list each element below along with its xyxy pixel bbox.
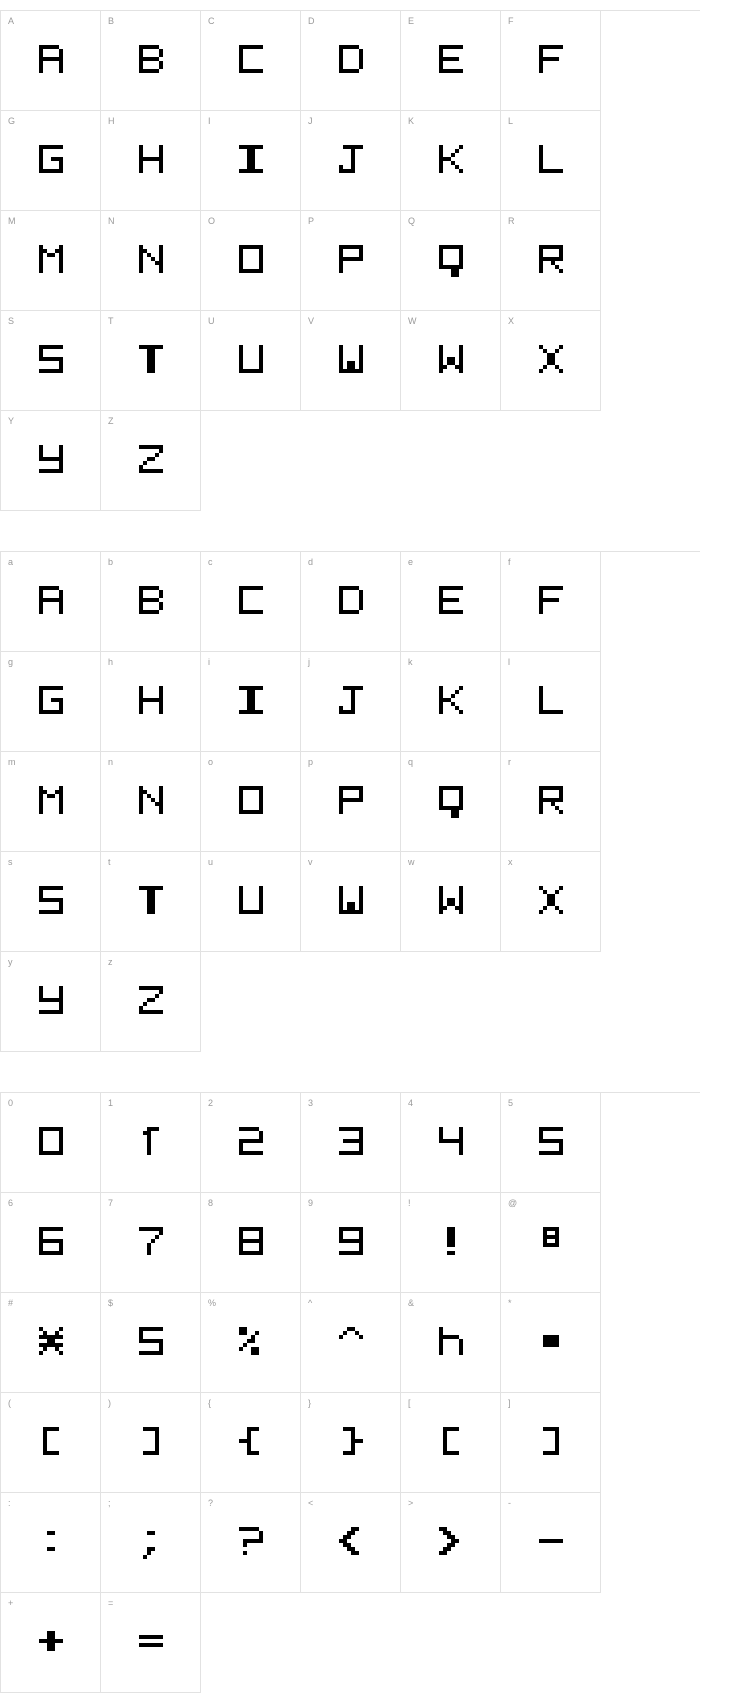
glyph-bitmap <box>1 111 100 210</box>
glyph-bitmap <box>1 1293 100 1392</box>
glyph-cell[interactable] <box>401 1093 501 1193</box>
glyph-bitmap <box>101 552 200 651</box>
glyph-cell[interactable] <box>1 411 101 511</box>
glyph-cell-label: Q <box>408 216 416 226</box>
glyph-bitmap <box>101 211 200 310</box>
glyph-bitmap <box>1 1493 100 1592</box>
glyph-cell[interactable] <box>201 1193 301 1293</box>
glyph-cell[interactable] <box>401 1293 501 1393</box>
glyph-bitmap <box>401 111 500 210</box>
glyph-cell-label: 9 <box>308 1198 314 1208</box>
glyph-cell-label: F <box>508 16 514 26</box>
glyph-cell[interactable] <box>501 1193 601 1293</box>
glyph-cell[interactable] <box>201 111 301 211</box>
glyph-cell[interactable] <box>501 211 601 311</box>
glyph-cell-label: = <box>108 1598 114 1608</box>
glyph-bitmap <box>301 311 400 410</box>
glyph-cell-label: ? <box>208 1498 214 1508</box>
glyph-cell-label: ^ <box>308 1298 313 1308</box>
glyph-cell[interactable] <box>101 1593 201 1693</box>
glyph-cell-label: c <box>208 557 213 567</box>
glyph-bitmap <box>101 752 200 851</box>
glyph-cell-label: 6 <box>8 1198 14 1208</box>
glyph-cell-label: A <box>8 16 15 26</box>
glyph-bitmap <box>101 1393 200 1492</box>
glyph-section-uppercase <box>0 10 700 511</box>
glyph-cell[interactable] <box>101 11 201 111</box>
glyph-bitmap <box>201 11 300 110</box>
glyph-cell[interactable] <box>501 1393 601 1493</box>
glyph-bitmap <box>1 1093 100 1192</box>
glyph-cell[interactable] <box>101 552 201 652</box>
glyph-cell-label: [ <box>408 1398 411 1408</box>
glyph-cell[interactable] <box>401 211 501 311</box>
glyph-cell-label: h <box>108 657 114 667</box>
glyph-cell-label: o <box>208 757 214 767</box>
glyph-cell[interactable] <box>1 1293 101 1393</box>
glyph-bitmap <box>401 11 500 110</box>
glyph-cell[interactable] <box>101 311 201 411</box>
glyph-cell-label: w <box>408 857 415 867</box>
glyph-cell-label: l <box>508 657 510 667</box>
glyph-cell-label: I <box>208 116 211 126</box>
glyph-cell[interactable] <box>501 1093 601 1193</box>
glyph-cell-label: R <box>508 216 515 226</box>
glyph-cell-label: q <box>408 757 414 767</box>
glyph-cell-label: P <box>308 216 315 226</box>
glyph-cell-label: M <box>8 216 16 226</box>
glyph-bitmap <box>101 652 200 751</box>
glyph-bitmap <box>201 852 300 951</box>
glyph-cell[interactable] <box>101 411 201 511</box>
glyph-cell-label: O <box>208 216 216 226</box>
glyph-cell-label: i <box>208 657 210 667</box>
glyph-cell[interactable] <box>401 111 501 211</box>
glyph-cell-label: * <box>508 1298 512 1308</box>
glyph-cell[interactable] <box>301 311 401 411</box>
glyph-bitmap <box>401 1093 500 1192</box>
glyph-cell-label: z <box>108 957 113 967</box>
glyph-cell-label: m <box>8 757 16 767</box>
glyph-cell-label: ] <box>508 1398 511 1408</box>
glyph-bitmap <box>301 1393 400 1492</box>
glyph-cell-label: E <box>408 16 415 26</box>
glyph-bitmap <box>301 1493 400 1592</box>
glyph-bitmap <box>101 952 200 1051</box>
glyph-cell[interactable] <box>301 852 401 952</box>
glyph-bitmap <box>201 1493 300 1592</box>
glyph-cell[interactable] <box>401 1193 501 1293</box>
glyph-cell-label: 2 <box>208 1098 214 1108</box>
glyph-cell-label: 0 <box>8 1098 14 1108</box>
glyph-cell-label: D <box>308 16 315 26</box>
glyph-bitmap <box>501 1493 600 1592</box>
glyph-cell[interactable] <box>1 1393 101 1493</box>
glyph-cell[interactable] <box>301 1493 401 1593</box>
glyph-bitmap <box>401 311 500 410</box>
glyph-bitmap <box>1 952 100 1051</box>
glyph-cell-label: 7 <box>108 1198 114 1208</box>
glyph-cell[interactable] <box>101 1193 201 1293</box>
glyph-bitmap <box>1 311 100 410</box>
glyph-cell-label: < <box>308 1498 314 1508</box>
glyph-bitmap <box>101 1593 200 1692</box>
glyph-bitmap <box>201 752 300 851</box>
section-divider <box>0 1052 740 1092</box>
glyph-bitmap <box>501 11 600 110</box>
glyph-bitmap <box>101 411 200 510</box>
glyph-cell[interactable] <box>501 552 601 652</box>
glyph-cell-label: j <box>308 657 310 667</box>
glyph-bitmap <box>401 1293 500 1392</box>
glyph-cell[interactable] <box>301 11 401 111</box>
glyph-bitmap <box>101 852 200 951</box>
section-divider <box>0 511 740 551</box>
glyph-bitmap <box>501 211 600 310</box>
glyph-bitmap <box>301 11 400 110</box>
glyph-cell[interactable] <box>1 1593 101 1693</box>
glyph-cell[interactable] <box>401 552 501 652</box>
glyph-cell-label: ( <box>8 1398 11 1408</box>
glyph-cell-label: - <box>508 1498 511 1508</box>
glyph-bitmap <box>501 1193 600 1292</box>
glyph-cell-label: N <box>108 216 115 226</box>
glyph-bitmap <box>401 552 500 651</box>
glyph-cell[interactable] <box>301 111 401 211</box>
glyph-bitmap <box>401 211 500 310</box>
glyph-cell[interactable] <box>401 311 501 411</box>
glyph-cell[interactable] <box>1 211 101 311</box>
glyph-cell-label: s <box>8 857 13 867</box>
glyph-bitmap <box>501 852 600 951</box>
glyph-cell[interactable] <box>201 652 301 752</box>
glyph-cell-label: X <box>508 316 515 326</box>
glyph-cell-label: ; <box>108 1498 111 1508</box>
glyph-cell-label: C <box>208 16 215 26</box>
glyph-cell[interactable] <box>401 1493 501 1593</box>
glyph-cell-label: L <box>508 116 514 126</box>
glyph-cell-label: H <box>108 116 115 126</box>
glyph-bitmap <box>501 552 600 651</box>
glyph-cell-label: t <box>108 857 111 867</box>
glyph-cell-label: 4 <box>408 1098 414 1108</box>
glyph-cell-label: K <box>408 116 415 126</box>
glyph-bitmap <box>301 552 400 651</box>
glyph-bitmap <box>301 111 400 210</box>
glyph-cell[interactable] <box>201 311 301 411</box>
glyph-cell[interactable] <box>1 1493 101 1593</box>
glyph-bitmap <box>501 752 600 851</box>
glyph-cell[interactable] <box>101 1393 201 1493</box>
glyph-cell[interactable] <box>301 1393 401 1493</box>
glyph-cell[interactable] <box>501 1493 601 1593</box>
glyph-cell[interactable] <box>1 852 101 952</box>
glyph-cell-label: T <box>108 316 114 326</box>
glyph-cell-label: y <box>8 957 13 967</box>
glyph-bitmap <box>501 111 600 210</box>
glyph-section-lowercase <box>0 551 700 1052</box>
glyph-cell[interactable] <box>201 552 301 652</box>
glyph-cell-label: % <box>208 1298 217 1308</box>
glyph-bitmap <box>101 1493 200 1592</box>
glyph-cell-label: r <box>508 757 511 767</box>
glyph-cell[interactable] <box>501 111 601 211</box>
glyph-cell[interactable] <box>301 1193 401 1293</box>
glyph-bitmap <box>301 752 400 851</box>
glyph-bitmap <box>401 1193 500 1292</box>
glyph-cell-label: $ <box>108 1298 114 1308</box>
glyph-cell[interactable] <box>201 852 301 952</box>
glyph-cell[interactable] <box>301 1093 401 1193</box>
glyph-cell[interactable] <box>401 1393 501 1493</box>
glyph-cell-label: @ <box>508 1198 518 1208</box>
glyph-cell[interactable] <box>501 752 601 852</box>
glyph-cell[interactable] <box>301 211 401 311</box>
glyph-cell[interactable] <box>1 311 101 411</box>
glyph-cell-label: ! <box>408 1198 411 1208</box>
glyph-bitmap <box>1 211 100 310</box>
glyph-cell[interactable] <box>201 1393 301 1493</box>
glyph-bitmap <box>301 211 400 310</box>
glyph-cell[interactable] <box>301 552 401 652</box>
glyph-bitmap <box>1 552 100 651</box>
glyph-cell-label: k <box>408 657 413 667</box>
glyph-cell-label: b <box>108 557 114 567</box>
glyph-cell[interactable] <box>401 652 501 752</box>
glyph-bitmap <box>401 752 500 851</box>
glyph-cell-label: > <box>408 1498 414 1508</box>
glyph-cell-label: 5 <box>508 1098 514 1108</box>
glyph-cell-label: J <box>308 116 313 126</box>
glyph-cell[interactable] <box>101 211 201 311</box>
glyph-cell-label: G <box>8 116 16 126</box>
glyph-cell[interactable] <box>201 11 301 111</box>
glyph-cell[interactable] <box>501 311 601 411</box>
glyph-cell-label: g <box>8 657 14 667</box>
glyph-bitmap <box>401 1393 500 1492</box>
glyph-cell-label: U <box>208 316 215 326</box>
glyph-bitmap <box>501 652 600 751</box>
glyph-cell[interactable] <box>401 11 501 111</box>
glyph-bitmap <box>101 111 200 210</box>
glyph-bitmap <box>1 1593 100 1692</box>
glyph-cell-label: # <box>8 1298 14 1308</box>
glyph-bitmap <box>301 1193 400 1292</box>
glyph-cell[interactable] <box>401 852 501 952</box>
glyph-cell-label: S <box>8 316 15 326</box>
glyph-bitmap <box>501 1293 600 1392</box>
glyph-cell-label: + <box>8 1598 14 1608</box>
glyph-bitmap <box>501 311 600 410</box>
glyph-cell-label: & <box>408 1298 415 1308</box>
glyph-bitmap <box>101 1093 200 1192</box>
glyph-bitmap <box>301 852 400 951</box>
glyph-cell-label: W <box>408 316 417 326</box>
glyph-cell[interactable] <box>1 1193 101 1293</box>
glyph-sections <box>0 10 740 1693</box>
glyph-cell[interactable] <box>501 652 601 752</box>
glyph-cell[interactable] <box>201 211 301 311</box>
glyph-bitmap <box>1 752 100 851</box>
glyph-cell[interactable] <box>101 1093 201 1193</box>
glyph-bitmap <box>101 311 200 410</box>
glyph-bitmap <box>201 311 300 410</box>
glyph-cell[interactable] <box>101 652 201 752</box>
glyph-bitmap <box>1 1393 100 1492</box>
glyph-bitmap <box>201 111 300 210</box>
glyph-bitmap <box>1 11 100 110</box>
glyph-cell[interactable] <box>1 652 101 752</box>
glyph-bitmap <box>301 652 400 751</box>
glyph-cell[interactable] <box>101 852 201 952</box>
glyph-bitmap <box>501 1093 600 1192</box>
glyph-cell-label: Z <box>108 416 114 426</box>
glyph-cell-label: V <box>308 316 315 326</box>
glyph-cell[interactable] <box>301 1293 401 1393</box>
glyph-bitmap <box>401 1493 500 1592</box>
glyph-cell-label: B <box>108 16 115 26</box>
glyph-bitmap <box>1 411 100 510</box>
glyph-cell[interactable] <box>501 852 601 952</box>
glyph-cell-label: Y <box>8 416 15 426</box>
glyph-cell[interactable] <box>101 952 201 1052</box>
glyph-cell[interactable] <box>501 1293 601 1393</box>
glyph-cell-label: v <box>308 857 313 867</box>
glyph-bitmap <box>201 1293 300 1392</box>
glyph-bitmap <box>101 1293 200 1392</box>
glyph-cell-label: 3 <box>308 1098 314 1108</box>
glyph-cell[interactable] <box>1 552 101 652</box>
glyph-cell[interactable] <box>1 752 101 852</box>
glyph-cell[interactable] <box>1 111 101 211</box>
glyph-cell-label: ) <box>108 1398 111 1408</box>
glyph-cell[interactable] <box>301 752 401 852</box>
glyph-cell-label: e <box>408 557 414 567</box>
glyph-cell[interactable] <box>101 1493 201 1593</box>
glyph-section-digits-and-symbols <box>0 1092 700 1693</box>
glyph-cell[interactable] <box>201 1293 301 1393</box>
glyph-bitmap <box>101 1193 200 1292</box>
glyph-bitmap <box>101 11 200 110</box>
glyph-cell-label: : <box>8 1498 11 1508</box>
glyph-cell[interactable] <box>101 111 201 211</box>
glyph-cell-label: p <box>308 757 314 767</box>
glyph-cell-label: 1 <box>108 1098 114 1108</box>
glyph-cell-label: d <box>308 557 314 567</box>
glyph-cell-label: } <box>308 1398 312 1408</box>
glyph-cell-label: 8 <box>208 1198 214 1208</box>
glyph-cell-label: u <box>208 857 214 867</box>
glyph-cell[interactable] <box>501 11 601 111</box>
glyph-cell[interactable] <box>401 752 501 852</box>
glyph-cell[interactable] <box>201 1493 301 1593</box>
glyph-cell[interactable] <box>1 1093 101 1193</box>
glyph-bitmap <box>201 552 300 651</box>
glyph-bitmap <box>201 1193 300 1292</box>
glyph-bitmap <box>401 652 500 751</box>
glyph-cell-label: { <box>208 1398 212 1408</box>
glyph-bitmap <box>1 652 100 751</box>
glyph-cell-label: f <box>508 557 511 567</box>
glyph-cell-label: n <box>108 757 114 767</box>
glyph-bitmap <box>201 1093 300 1192</box>
glyph-bitmap <box>201 1393 300 1492</box>
glyph-bitmap <box>401 852 500 951</box>
glyph-cell[interactable] <box>201 1093 301 1193</box>
glyph-bitmap <box>301 1293 400 1392</box>
glyph-bitmap <box>301 1093 400 1192</box>
glyph-cell[interactable] <box>201 752 301 852</box>
glyph-cell[interactable] <box>1 11 101 111</box>
glyph-bitmap <box>1 1193 100 1292</box>
glyph-bitmap <box>201 652 300 751</box>
glyph-bitmap <box>1 852 100 951</box>
glyph-cell[interactable] <box>301 652 401 752</box>
glyph-cell-label: x <box>508 857 513 867</box>
glyph-cell[interactable] <box>101 1293 201 1393</box>
glyph-bitmap <box>501 1393 600 1492</box>
glyph-bitmap <box>201 211 300 310</box>
glyph-cell[interactable] <box>101 752 201 852</box>
glyph-cell[interactable] <box>1 952 101 1052</box>
glyph-cell-label: a <box>8 557 14 567</box>
